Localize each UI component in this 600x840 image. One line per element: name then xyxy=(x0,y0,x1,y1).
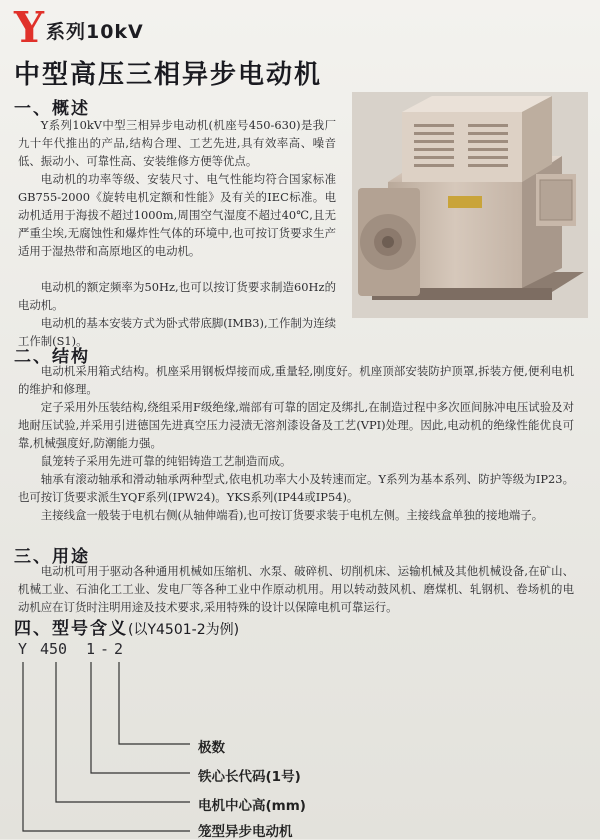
code-y: Y xyxy=(18,640,28,658)
heading-model xyxy=(14,614,239,639)
usage-paragraph: 电动机可用于驱动各种通用机械如压缩机、水泵、破碎机、切削机床、运输机械及其他机械设备,在矿山、机械工业、石油化工工业、发电厂等各种工业中作原动机用。用以转动鼓风机、磨煤机、轧钢机、卷场机的电动机应在订货时注明用途及技术要求,采用特殊的设计以保障电机可靠运行。 xyxy=(18,564,574,614)
overview-paragraph-3: 电动机的额定频率为50Hz,也可以按订货要求制造60Hz的电动机。 xyxy=(18,280,336,312)
label-center-height: 电机中心高(mm) xyxy=(198,798,306,814)
structure-paragraph-4: 轴承有滚动轴承和滑动轴承两种型式,依电机功率大小及转速而定。Y系列为基本系列、防护等级为IP23。也可按订货要求派生YQF系列(IPW24)。YKS系列(IP44或IP54)。 xyxy=(18,472,574,504)
structure-paragraph-2: 定子采用外压装结构,绕组采用F级绝缘,端部有可靠的固定及绑扎,在制造过程中多次匝间脉冲电压试验及对地耐压试验,并采用引进德国先进真空压力浸渍无溶剂漆设备及工艺(VPI)处理。因此,电动机的绝缘性能优良可靠,机械强度好,防潮能力强。 xyxy=(18,400,574,450)
label-poles: 极数 xyxy=(198,740,225,756)
code-1: 1 xyxy=(86,640,96,658)
heading-usage: 三、用途 xyxy=(14,547,90,567)
model-heading-text: 四、型号含义 xyxy=(14,619,128,639)
page-title: 中型高压三相异步电动机 xyxy=(14,60,323,90)
series-name: 系列10kV xyxy=(45,21,144,43)
heading-overview: 一、概述 xyxy=(14,99,90,119)
label-core-length: 铁心长代码(1号) xyxy=(198,769,301,785)
model-designation-diagram xyxy=(18,640,348,840)
series-letter: Y xyxy=(14,3,44,52)
motor-photo xyxy=(352,92,588,318)
heading-structure: 二、结构 xyxy=(14,347,90,367)
code-dash: - xyxy=(100,640,110,658)
overview-paragraph-2: 电动机的功率等级、安装尺寸、电气性能均符合国家标准GB755-2000《旋转电机定额和性能》及有关的IEC标准。电动机适用于海拔不超过1000m,周围空气湿度不超过40℃,且无严重尘埃,无腐蚀性和爆炸性气体的环境中,也可按订货要求生产适用于湿热带和高原地区的电动机。 xyxy=(18,172,336,258)
overview-paragraph-1: Y系列10kV中型三相异步电动机(机座号450-630)是我厂九十年代推出的产品,结构合理、工艺先进,具有效率高、噪音低、振动小、可靠性高、安装维修方便等优点。 xyxy=(18,118,336,168)
structure-paragraph-3: 鼠笼转子采用先进可靠的纯铝铸造工艺制造而成。 xyxy=(40,454,292,468)
structure-paragraph-1: 电动机采用箱式结构。机座采用钢板焊接而成,重量轻,刚度好。机座顶部安装防护顶罩,拆装方便,便利电机的维护和修理。 xyxy=(18,364,574,396)
code-450: 450 xyxy=(40,640,68,658)
series-title xyxy=(14,3,144,52)
code-2: 2 xyxy=(114,640,124,658)
structure-paragraph-5: 主接线盒一般装于电机右侧(从轴伸端看),也可按订货要求装于电机左侧。主接线盒单独的接地端子。 xyxy=(40,508,544,522)
overview-paragraph-4: 电动机的基本安装方式为卧式带底脚(IMB3),工作制为连续工作制(S1)。 xyxy=(18,316,336,348)
model-heading-example: (以Y4501-2为例) xyxy=(128,622,240,638)
label-motor-type: 笼型异步电动机 xyxy=(198,824,293,840)
